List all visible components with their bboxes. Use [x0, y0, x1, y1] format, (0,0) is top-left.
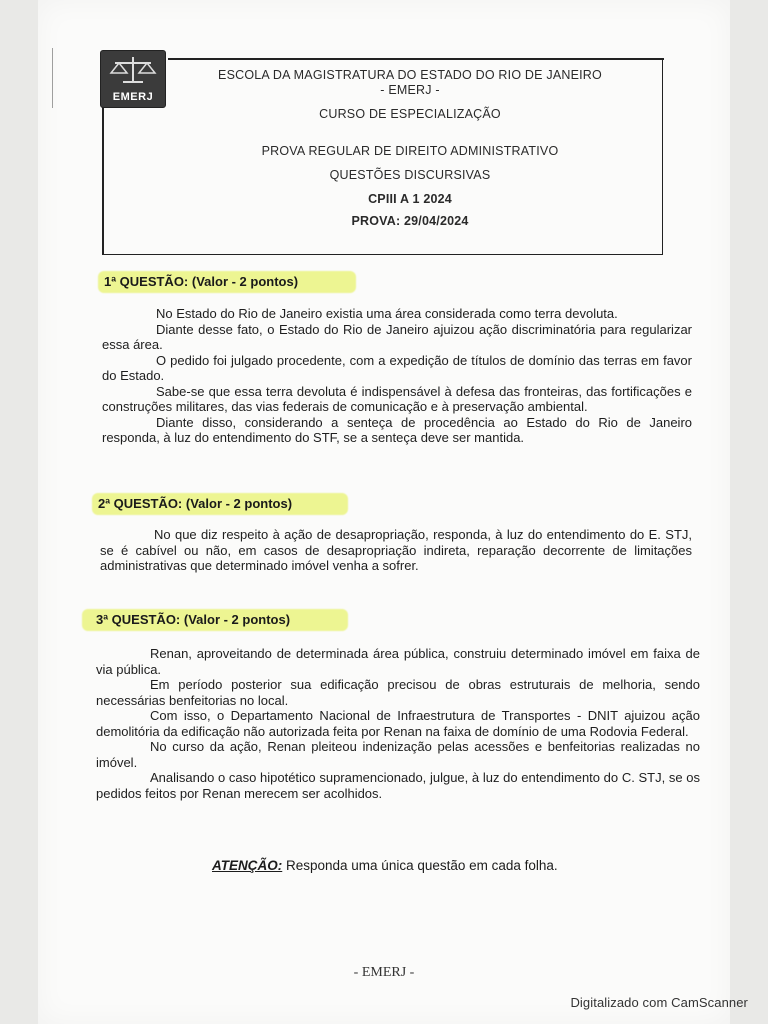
- question-paragraph: O pedido foi julgado procedente, com a expedição de títulos de domínio das terras em favor do Estado.: [102, 352, 692, 383]
- school-acronym: - EMERJ -: [380, 83, 440, 97]
- scales-of-justice-icon: [109, 55, 157, 85]
- attention-text: Responda uma única questão em cada folha.: [282, 858, 558, 873]
- question-paragraph: No que diz respeito à ação de desapropriação, responda, à luz do entendimento do E. STJ, se é cabível ou não, em casos de desapropriação indireta, reparação decorrente de limitações administrativas que determinado imóvel venha a sofrer.: [100, 527, 692, 573]
- question-paragraph: Sabe-se que essa terra devoluta é indispensável à defesa das fronteiras, das fortificações e construções militares, das vias federais de comunicação e à preservação ambiental.: [102, 383, 692, 414]
- question-3-text: [96, 646, 700, 801]
- class-code: CPIII A 1 2024: [368, 192, 452, 206]
- exam-subtitle: QUESTÕES DISCURSIVAS: [329, 168, 491, 182]
- school-name: ESCOLA DA MAGISTRATURA DO ESTADO DO RIO DE JANEIRO: [218, 68, 602, 82]
- question-2-text: [100, 527, 692, 574]
- attention-note: [212, 858, 558, 873]
- question-paragraph: Com isso, o Departamento Nacional de Infraestrutura de Transportes - DNIT ajuizou ação demolitória da edificação não autorizada feita por Renan na faixa de domínio de uma Rodovia Federal.: [96, 708, 700, 739]
- logo-label: EMERJ: [112, 91, 154, 103]
- question-3-title: 3ª QUESTÃO: (Valor - 2 pontos): [96, 612, 291, 627]
- course-name: CURSO DE ESPECIALIZAÇÃO: [319, 107, 501, 121]
- question-1-title: 1ª QUESTÃO: (Valor - 2 pontos): [104, 274, 299, 289]
- question-paragraph: No curso da ação, Renan pleiteou indenização pelas acessões e benfeitorias realizadas no imóvel.: [96, 739, 700, 770]
- emerj-logo: [100, 50, 166, 108]
- question-paragraph: Analisando o caso hipotético supramencionado, julgue, à luz do entendimento do C. STJ, se os pedidos feitos por Renan merecem ser acolhidos.: [96, 770, 700, 801]
- question-2-title: 2ª QUESTÃO: (Valor - 2 pontos): [98, 496, 293, 511]
- margin-mark: [52, 48, 53, 108]
- question-paragraph: Diante disso, considerando a senteça de procedência ao Estado do Rio de Janeiro responda, à luz do entendimento do STF, se a senteça deve ser mantida.: [102, 414, 692, 445]
- scanner-watermark: Digitalizado com CamScanner: [570, 995, 748, 1010]
- question-paragraph: Em período posterior sua edificação precisou de obras estruturais de melhoria, sendo necessárias benfeitorias no local.: [96, 677, 700, 708]
- question-paragraph: Renan, aproveitando de determinada área pública, construiu determinado imóvel em faixa de via pública.: [96, 646, 700, 677]
- question-1-text: [102, 306, 692, 446]
- attention-label: ATENÇÃO:: [212, 858, 283, 873]
- page-footer: - EMERJ -: [353, 965, 415, 980]
- exam-date: PROVA: 29/04/2024: [351, 214, 469, 228]
- exam-title: PROVA REGULAR DE DIREITO ADMINISTRATIVO: [261, 144, 559, 158]
- question-paragraph: Diante desse fato, o Estado do Rio de Janeiro ajuizou ação discriminatória para regularizar essa área.: [102, 321, 692, 352]
- header-box-top-border: [168, 58, 664, 60]
- question-paragraph: No Estado do Rio de Janeiro existia uma área considerada como terra devoluta.: [156, 306, 618, 321]
